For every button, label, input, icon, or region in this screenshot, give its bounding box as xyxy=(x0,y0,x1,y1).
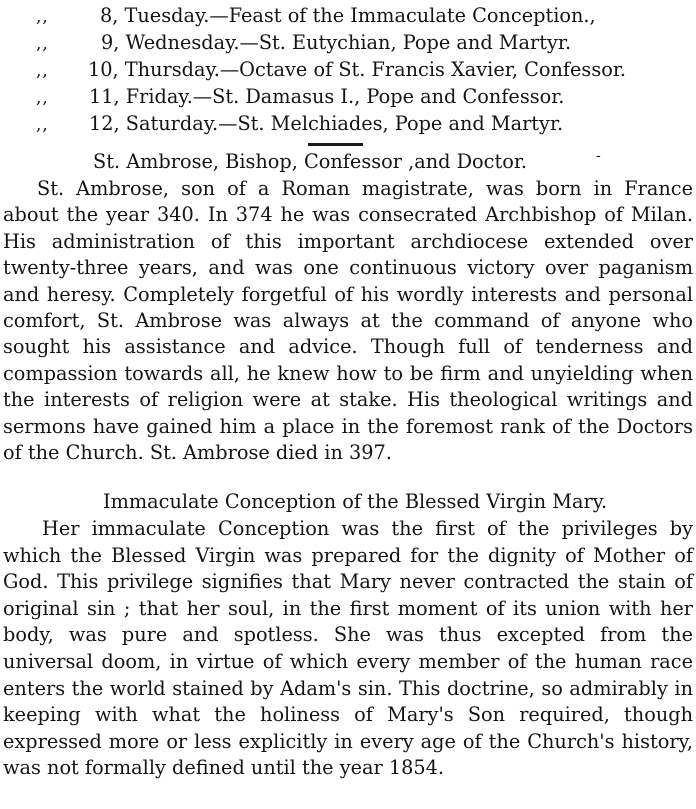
calendar-entry xyxy=(0,110,696,137)
section-divider xyxy=(308,143,363,146)
calendar-list xyxy=(0,2,696,137)
ditto-mark: ,, xyxy=(36,88,49,108)
calendar-entry-text: 11, Friday.—St. Damasus I., Pope and Confessor. xyxy=(89,85,565,108)
ditto-mark: ,, xyxy=(36,61,49,81)
calendar-entry-text: 8, Tuesday.—Feast of the Immaculate Conception., xyxy=(100,4,596,27)
section-heading-immaculate: Immaculate Conception of the Blessed Virgin Mary. xyxy=(103,490,608,513)
ditto-mark: ,, xyxy=(36,34,49,54)
calendar-entry xyxy=(0,29,696,56)
calendar-entry-text: 12, Saturday.—St. Melchiades, Pope and Martyr. xyxy=(89,112,564,135)
section-heading-ambrose: St. Ambrose, Bishop, Confessor ,and Doctor. xyxy=(93,150,528,173)
ditto-mark: ,, xyxy=(36,7,49,27)
calendar-entry xyxy=(0,56,696,83)
paragraph-ambrose: St. Ambrose, son of a Roman magistrate, was born in France about the year 340. In 374 he was consecrated Archbishop of Milan. His administration of this important archdiocese extended over twenty-three years, and was one continuous victory over paganism and heresy. Completely forgetful of his wordly interests and personal comfort, St. Ambrose was always at the command of anyone who sought his assistance and advice. Though full of tenderness and compassion towards all, he knew how to be firm and unyielding when the interests of religion were at stake. His theological writings and sermons have gained him a place in the foremost rank of the Doctors of the Church. St. Ambrose died in 397. xyxy=(3,177,693,465)
calendar-entry xyxy=(0,2,696,29)
calendar-entry xyxy=(0,83,696,110)
paragraph-immaculate: Her immaculate Conception was the first of the privileges by which the Blessed Virgin was prepared for the dignity of Mother of God. This privilege signifies that Mary never contracted the stain of original sin ; that her soul, in the first moment of its union with her body, was pure and spotless. She was thus excepted from the universal doom, in virtue of which every member of the human race enters the world stained by Adam's sin. This doctrine, so admirably in keeping with what the holiness of Mary's Son required, though expressed more or less explicitly in every age of the Church's history, was not formally defined until the year 1854. xyxy=(3,517,693,780)
stray-mark: - xyxy=(596,148,601,164)
ditto-mark: ,, xyxy=(36,115,49,135)
calendar-entry-text: 10, Thursday.—Octave of St. Francis Xavier, Confessor. xyxy=(88,58,627,81)
calendar-entry-text: 9, Wednesday.—St. Eutychian, Pope and Martyr. xyxy=(101,31,572,54)
